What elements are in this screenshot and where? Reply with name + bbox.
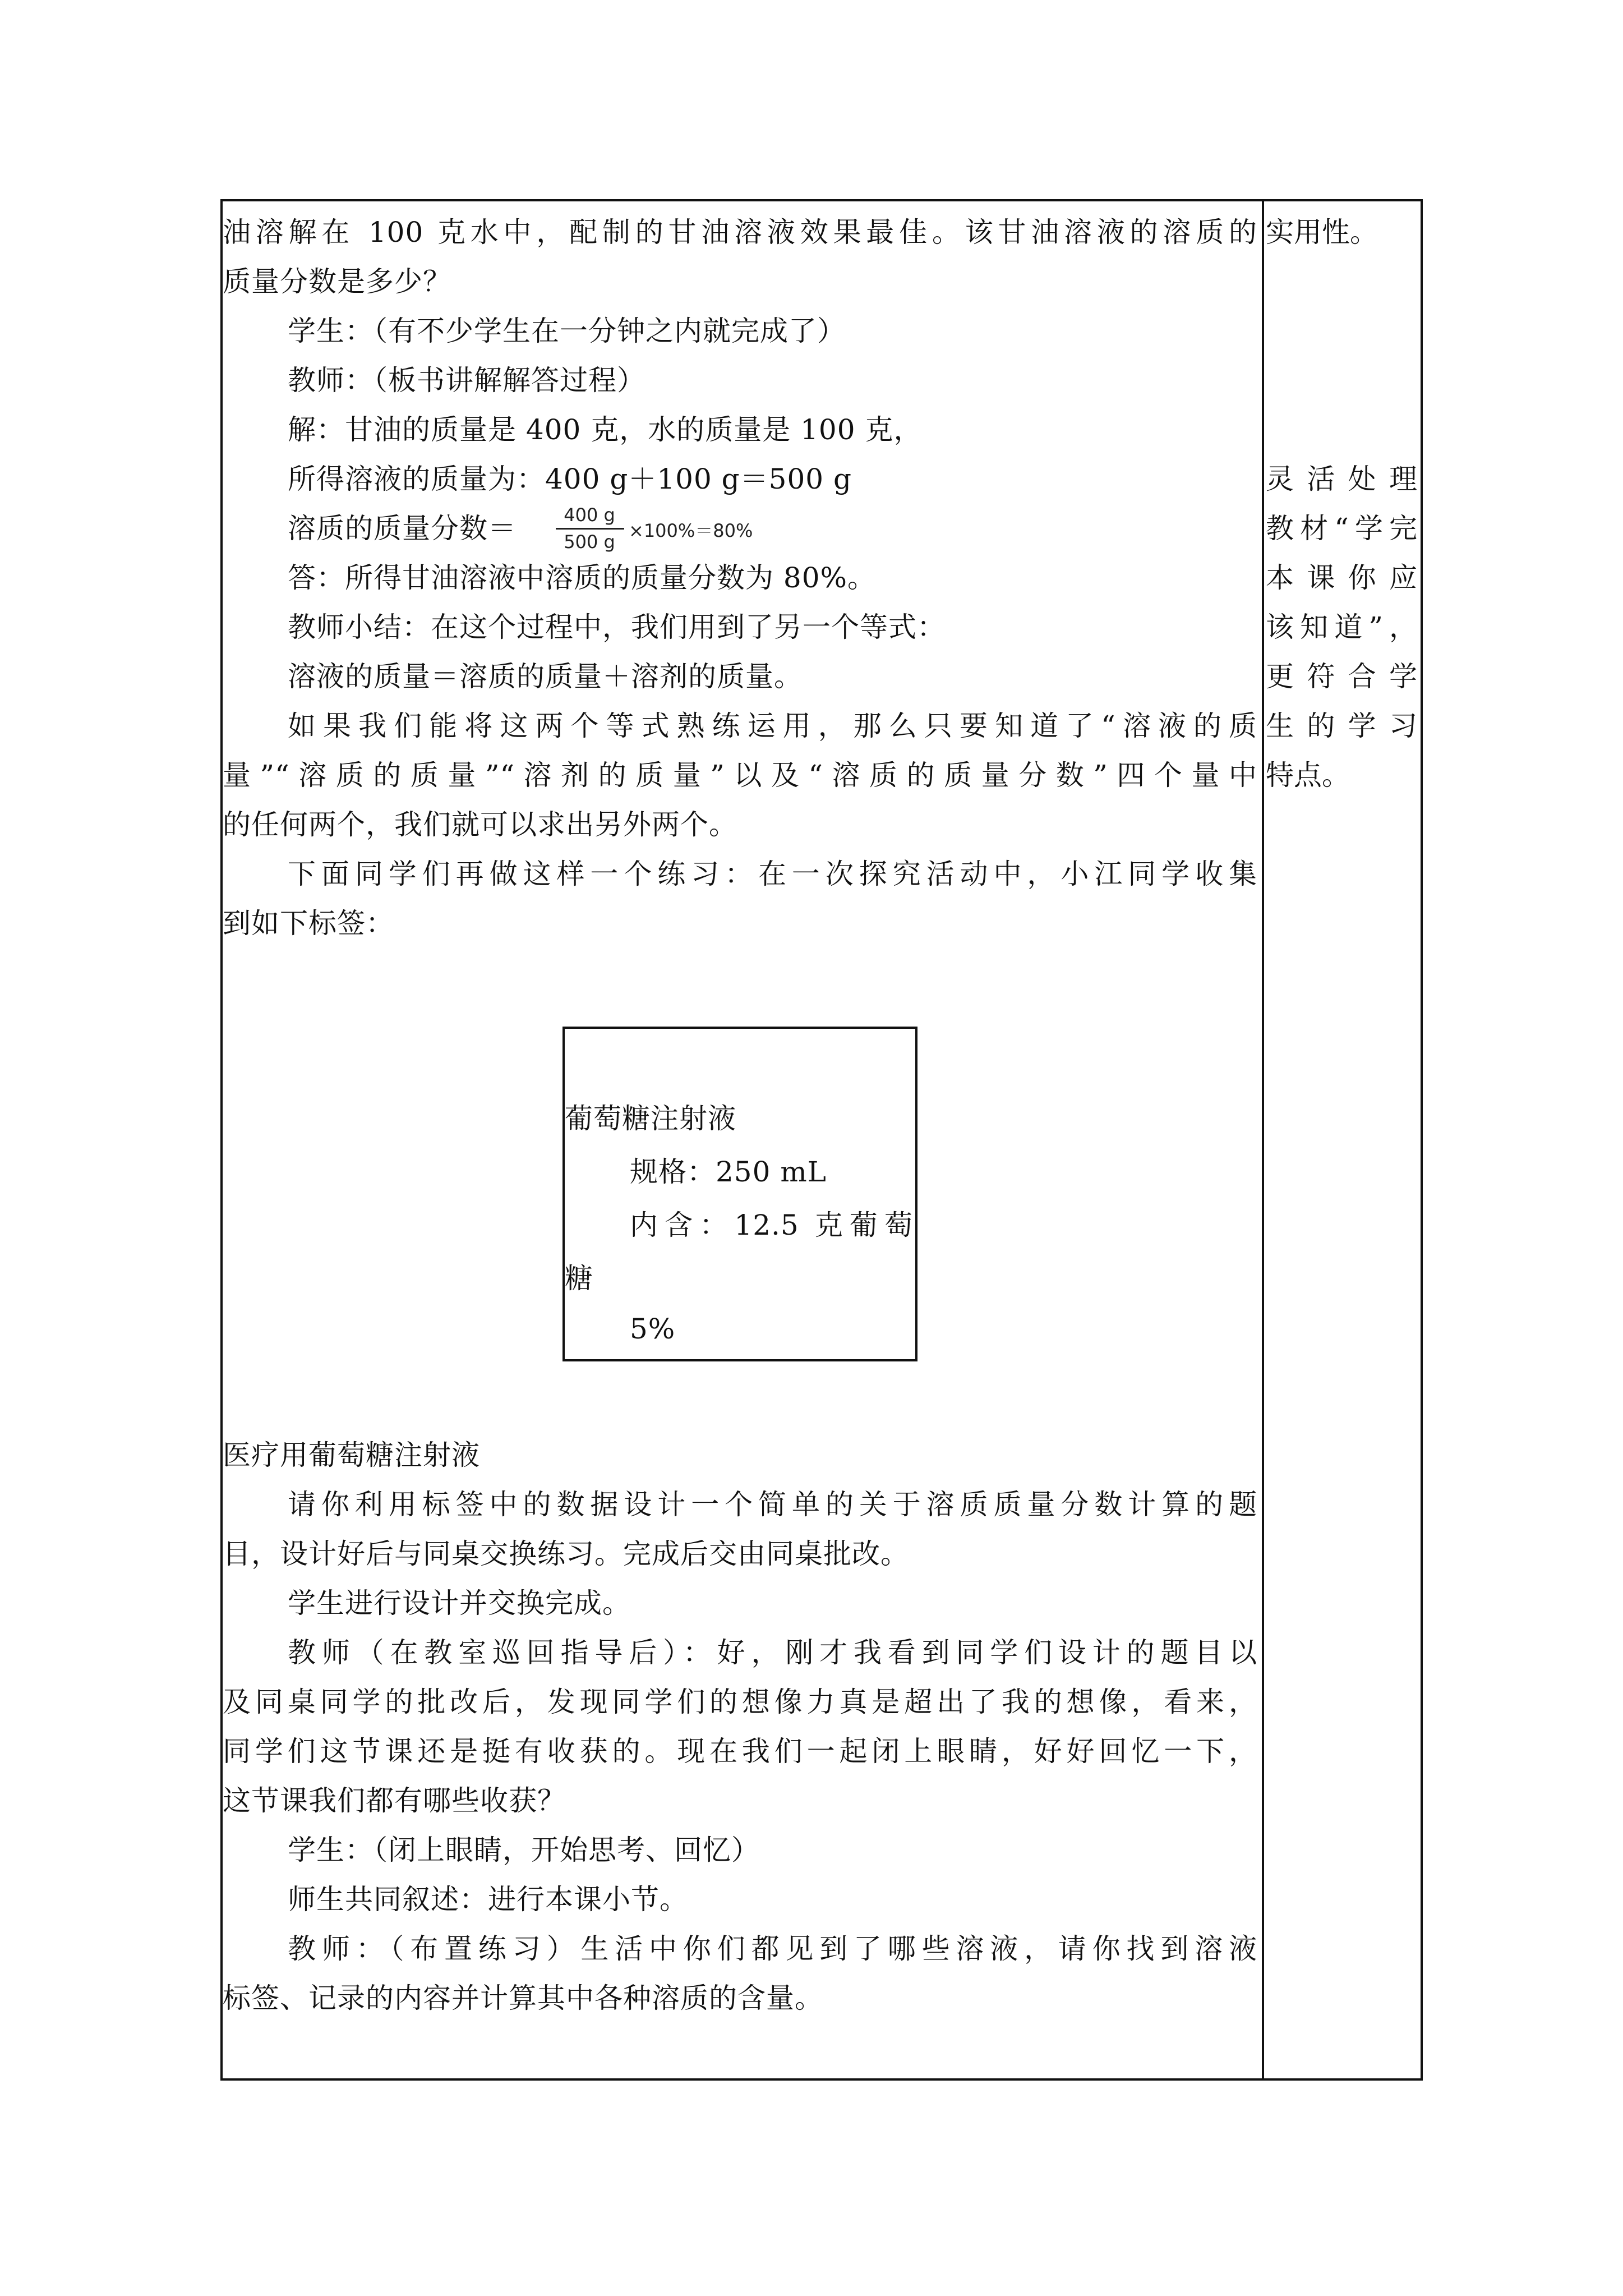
- text-line: 标签、记录的内容并计算其中各种溶质的含量。: [223, 1982, 823, 2014]
- text-line: 请你利用标签中的数据设计一个简单的关于溶质质量分数计算的题: [288, 1488, 1257, 1521]
- label-content-cont: 糖: [565, 1262, 593, 1295]
- text-line: 答：所得甘油溶液中溶质的质量分数为 80%。: [288, 562, 877, 594]
- note-line: 该知道”，: [1266, 611, 1417, 643]
- text-line: 及同桌同学的批改后，发现同学们的想像力真是超出了我的想像，看来，: [223, 1686, 1257, 1718]
- label-percentage: 5%: [630, 1313, 676, 1345]
- fraction-result: ×100%＝80%: [629, 520, 753, 541]
- text-line: 这节课我们都有哪些收获？: [223, 1784, 566, 1817]
- fraction-numerator: 400 g: [564, 504, 615, 526]
- text-line: 下面同学们再做这样一个练习：在一次探究活动中，小江同学收集: [288, 858, 1257, 890]
- label-spec: 规格：250 mL: [630, 1156, 827, 1188]
- text-line: 油溶解在 100 克水中，配制的甘油溶液效果最佳。该甘油溶液的溶质的: [223, 216, 1257, 249]
- text-line: 的任何两个，我们就可以求出另外两个。: [223, 808, 737, 841]
- note-line: 教材“学完: [1266, 512, 1417, 545]
- note-line: 实用性。: [1266, 216, 1378, 249]
- text-line: 量”“溶质的质量”“溶剂的质量”以及“溶质的质量分数”四个量中: [223, 759, 1257, 792]
- text-line: 溶质的质量分数＝: [288, 512, 517, 545]
- text-line: 解：甘油的质量是 400 克，水的质量是 100 克，: [288, 413, 923, 446]
- text-line: 如果我们能将这两个等式熟练运用，那么只要知道了“溶液的质: [288, 710, 1257, 742]
- note-line: 特点。: [1266, 759, 1350, 792]
- text-line: 目，设计好后与同桌交换练习。完成后交由同桌批改。: [223, 1538, 909, 1570]
- text-line: 质量分数是多少？: [223, 265, 451, 298]
- text-line: 到如下标签：: [223, 907, 394, 940]
- fraction-denominator: 500 g: [564, 531, 615, 553]
- text-line: 教师小结：在这个过程中，我们用到了另一个等式：: [288, 611, 946, 643]
- text-line: 教师：（板书讲解解答过程）: [288, 364, 645, 397]
- label-content: 内含：12.5 克葡萄: [630, 1209, 913, 1241]
- text-line: 学生进行设计并交换完成。: [288, 1587, 631, 1619]
- text-line: 教师：（布置练习）生活中你们都见到了哪些溶液，请你找到溶液: [288, 1932, 1257, 1965]
- text-line: 师生共同叙述：进行本课小节。: [288, 1883, 688, 1916]
- text-line: 医疗用葡萄糖注射液: [223, 1439, 480, 1471]
- text-line: 教师（在教室巡回指导后）：好，刚才我看到同学们设计的题目以: [288, 1636, 1257, 1669]
- notes-column: [1266, 201, 1421, 2078]
- text-line: 学生：（闭上眼睛，开始思考、回忆）: [288, 1834, 760, 1866]
- note-line: 本课你应: [1266, 562, 1417, 594]
- fraction-bar: [556, 528, 624, 530]
- text-line: 所得溶液的质量为：400 g＋100 g＝500 g: [288, 463, 852, 495]
- note-line: 灵活处理: [1266, 463, 1417, 495]
- label-title: 葡萄糖注射液: [565, 1102, 736, 1135]
- text-line: 溶液的质量＝溶质的质量＋溶剂的质量。: [288, 660, 803, 693]
- note-line: 生的学习: [1266, 710, 1417, 742]
- note-line: 更符合学: [1266, 660, 1417, 693]
- glucose-label-box: [562, 1027, 917, 1361]
- text-line: 同学们这节课还是挺有收获的。现在我们一起闭上眼睛，好好回忆一下，: [223, 1735, 1257, 1768]
- column-divider: [1262, 201, 1264, 2078]
- text-line: 学生：（有不少学生在一分钟之内就完成了）: [288, 315, 846, 347]
